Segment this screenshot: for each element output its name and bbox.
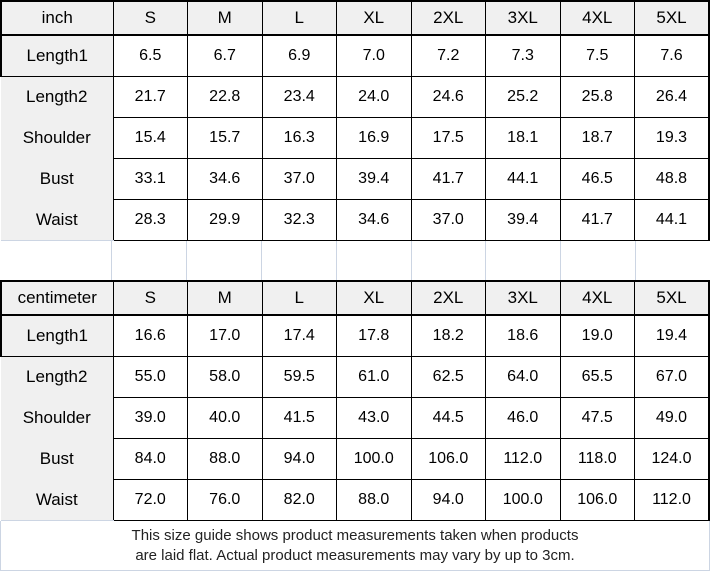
size-column-header: L [262, 1, 337, 35]
measurement-cell: 41.5 [262, 398, 337, 439]
measurement-cell: 7.5 [560, 35, 635, 77]
size-table-centimeter-body [1, 315, 709, 521]
measurement-row [1, 398, 709, 439]
size-table-centimeter [0, 280, 710, 521]
measurement-cell: 61.0 [337, 357, 412, 398]
measurement-cell: 34.6 [337, 200, 412, 241]
spacer-cell [0, 241, 112, 280]
measurement-cell: 82.0 [262, 480, 337, 521]
measurement-cell: 7.0 [337, 35, 412, 77]
spacer-cell [486, 241, 561, 280]
measurement-cell: 106.0 [411, 439, 486, 480]
measurement-cell: 17.0 [188, 315, 263, 357]
size-column-header: L [262, 281, 337, 315]
measurement-cell: 18.7 [560, 118, 635, 159]
measurement-row [1, 200, 709, 241]
measurement-cell: 84.0 [113, 439, 188, 480]
size-column-header: M [188, 1, 263, 35]
measurement-cell: 58.0 [188, 357, 263, 398]
measurement-cell: 33.1 [113, 159, 188, 200]
spacer-cell [561, 241, 636, 280]
measurement-cell: 65.5 [560, 357, 635, 398]
measurement-cell: 100.0 [486, 480, 561, 521]
measurement-cell: 46.5 [560, 159, 635, 200]
measurement-cell: 7.3 [486, 35, 561, 77]
row-label: Shoulder [1, 118, 113, 159]
spacer-cell [412, 241, 487, 280]
measurement-cell: 62.5 [411, 357, 486, 398]
size-column-header: 3XL [486, 1, 561, 35]
measurement-cell: 37.0 [262, 159, 337, 200]
measurement-cell: 39.4 [337, 159, 412, 200]
measurement-cell: 24.0 [337, 77, 412, 118]
measurement-cell: 7.2 [411, 35, 486, 77]
measurement-cell: 19.0 [560, 315, 635, 357]
row-label: Length1 [1, 315, 113, 357]
measurement-cell: 25.2 [486, 77, 561, 118]
measurement-cell: 44.1 [486, 159, 561, 200]
size-column-header: 2XL [411, 281, 486, 315]
measurement-cell: 94.0 [262, 439, 337, 480]
measurement-cell: 67.0 [635, 357, 710, 398]
measurement-cell: 88.0 [188, 439, 263, 480]
measurement-cell: 124.0 [635, 439, 710, 480]
measurement-cell: 15.7 [188, 118, 263, 159]
measurement-cell: 19.3 [635, 118, 710, 159]
spacer-row [0, 241, 710, 280]
measurement-cell: 29.9 [188, 200, 263, 241]
measurement-cell: 18.1 [486, 118, 561, 159]
measurement-cell: 43.0 [337, 398, 412, 439]
measurement-cell: 112.0 [486, 439, 561, 480]
size-header-row [1, 1, 709, 35]
size-column-header: XL [337, 281, 412, 315]
unit-header: inch [1, 1, 113, 35]
measurement-cell: 112.0 [635, 480, 710, 521]
measurement-cell: 40.0 [188, 398, 263, 439]
measurement-cell: 32.3 [262, 200, 337, 241]
size-column-header: 5XL [635, 281, 710, 315]
size-column-header: XL [337, 1, 412, 35]
spacer-cell [262, 241, 337, 280]
measurement-cell: 19.4 [635, 315, 710, 357]
unit-header: centimeter [1, 281, 113, 315]
size-header-row [1, 281, 709, 315]
measurement-cell: 39.4 [486, 200, 561, 241]
size-column-header: 3XL [486, 281, 561, 315]
measurement-row [1, 480, 709, 521]
measurement-cell: 46.0 [486, 398, 561, 439]
measurement-cell: 59.5 [262, 357, 337, 398]
measurement-cell: 47.5 [560, 398, 635, 439]
measurement-cell: 16.3 [262, 118, 337, 159]
measurement-cell: 106.0 [560, 480, 635, 521]
note-line-2: are laid flat. Actual product measurements may vary by up to 3cm. [135, 546, 575, 564]
measurement-cell: 26.4 [635, 77, 710, 118]
size-column-header: 5XL [635, 1, 710, 35]
size-column-header: 4XL [560, 281, 635, 315]
measurement-cell: 17.5 [411, 118, 486, 159]
measurement-cell: 44.1 [635, 200, 710, 241]
spacer-cell [112, 241, 187, 280]
measurement-cell: 88.0 [337, 480, 412, 521]
measurement-cell: 16.6 [113, 315, 188, 357]
measurement-cell: 41.7 [411, 159, 486, 200]
measurement-cell: 94.0 [411, 480, 486, 521]
spacer-cell [636, 241, 710, 280]
measurement-cell: 18.6 [486, 315, 561, 357]
row-label: Length2 [1, 357, 113, 398]
measurement-cell: 76.0 [188, 480, 263, 521]
size-column-header: 2XL [411, 1, 486, 35]
measurement-cell: 17.8 [337, 315, 412, 357]
size-column-header: S [113, 281, 188, 315]
measurement-cell: 41.7 [560, 200, 635, 241]
measurement-row [1, 118, 709, 159]
spacer-cell [337, 241, 412, 280]
measurement-cell: 6.5 [113, 35, 188, 77]
measurement-row [1, 159, 709, 200]
measurement-cell: 37.0 [411, 200, 486, 241]
measurement-cell: 25.8 [560, 77, 635, 118]
size-column-header: M [188, 281, 263, 315]
size-column-header: 4XL [560, 1, 635, 35]
measurement-cell: 55.0 [113, 357, 188, 398]
note-line-1: This size guide shows product measurements taken when products [131, 526, 579, 544]
size-table-inch [0, 0, 710, 241]
measurement-row [1, 315, 709, 357]
measurement-cell: 72.0 [113, 480, 188, 521]
size-column-header: S [113, 1, 188, 35]
measurement-cell: 6.7 [188, 35, 263, 77]
size-table-inch-body [1, 35, 709, 241]
row-label: Length1 [1, 35, 113, 77]
measurement-cell: 18.2 [411, 315, 486, 357]
spacer-cell [187, 241, 262, 280]
measurement-cell: 100.0 [337, 439, 412, 480]
measurement-cell: 24.6 [411, 77, 486, 118]
measurement-cell: 16.9 [337, 118, 412, 159]
row-label: Waist [1, 480, 113, 521]
row-label: Bust [1, 439, 113, 480]
row-label: Length2 [1, 77, 113, 118]
measurement-row [1, 357, 709, 398]
measurement-cell: 22.8 [188, 77, 263, 118]
measurement-cell: 6.9 [262, 35, 337, 77]
row-label: Bust [1, 159, 113, 200]
measurement-cell: 49.0 [635, 398, 710, 439]
measurement-cell: 21.7 [113, 77, 188, 118]
size-table-centimeter-head [1, 281, 709, 315]
measurement-row [1, 439, 709, 480]
size-table-inch-head [1, 1, 709, 35]
measurement-cell: 23.4 [262, 77, 337, 118]
measurement-row [1, 35, 709, 77]
measurement-cell: 48.8 [635, 159, 710, 200]
measurement-cell: 15.4 [113, 118, 188, 159]
measurement-cell: 64.0 [486, 357, 561, 398]
measurement-cell: 7.6 [635, 35, 710, 77]
size-guide-note [0, 521, 710, 571]
measurement-cell: 34.6 [188, 159, 263, 200]
measurement-cell: 17.4 [262, 315, 337, 357]
row-label: Waist [1, 200, 113, 241]
measurement-row [1, 77, 709, 118]
measurement-cell: 28.3 [113, 200, 188, 241]
measurement-cell: 118.0 [560, 439, 635, 480]
row-label: Shoulder [1, 398, 113, 439]
measurement-cell: 44.5 [411, 398, 486, 439]
measurement-cell: 39.0 [113, 398, 188, 439]
